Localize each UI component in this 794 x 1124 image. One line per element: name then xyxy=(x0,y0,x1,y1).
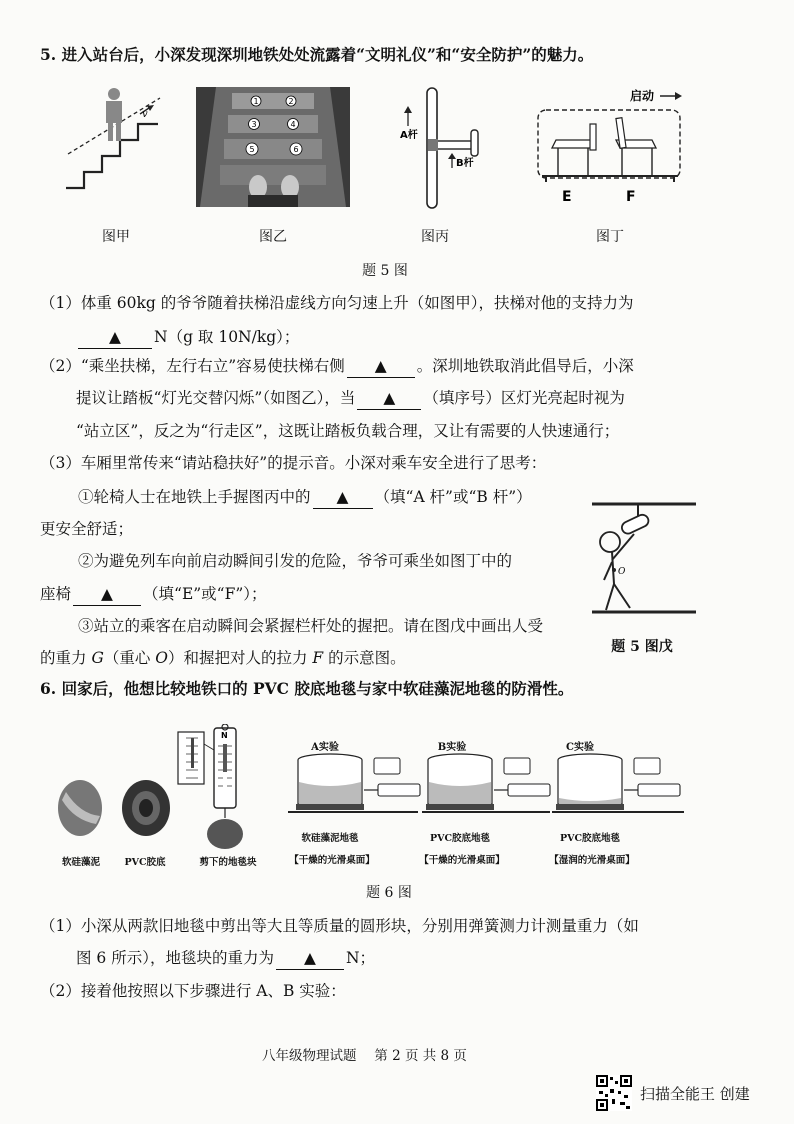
q5-p2-line2: 提议让踏板“灯光交替闪烁”（如图乙），当 ▲ （填序号）区灯光亮起时视为 xyxy=(76,387,625,410)
q5-p2-line1: （2）“乘坐扶梯，左行右立”容易使扶梯右侧 ▲ 。深圳地铁取消此倡导后，小深 xyxy=(40,355,634,378)
fig6-experiments xyxy=(288,750,688,824)
exp-a-label: A实验 xyxy=(311,742,339,753)
page-footer: 八年级物理试题 第 2 页 共 8 页 xyxy=(262,1048,467,1064)
q6-label-soft: 软硅藻泥 xyxy=(61,857,100,868)
fig-yi-num-3: 3 xyxy=(251,120,257,129)
q5-p1-line2: ▲ N（g 取 10N/kg）； xyxy=(76,326,299,349)
fig-jia-escalator xyxy=(62,84,174,196)
q6-label-pvc: PVC胶底 xyxy=(124,857,166,868)
q5-p3-line1: （3）车厢里常传来“请站稳扶好”的提示音。小深对乘车安全进行了思考： xyxy=(40,454,547,472)
q6-p2: （2）接着他按照以下步骤进行 A、B 实验： xyxy=(40,982,346,1000)
fig-ding-start: 启动 xyxy=(630,89,655,103)
fig-yi-num-6: 6 xyxy=(293,145,299,154)
exp-b-material: PVC胶底地毯 xyxy=(429,833,491,844)
q5-p1-line1: （1）体重 60kg 的爷爷随着扶梯沿虚线方向匀速上升（如图甲），扶梯对他的支持力为 xyxy=(40,294,634,312)
fig-bing-b-label: B杆 xyxy=(456,158,474,169)
fig-yi-num-1: 1 xyxy=(253,97,259,106)
exp-c-material: PVC胶底地毯 xyxy=(559,833,621,844)
scanner-brand: 扫描全能王 创建 xyxy=(640,1085,750,1103)
q5-p3-line7: 的重力 G（重心 O）和握把对人的拉力 F 的示意图。 xyxy=(40,649,406,667)
q5-p3-line5: 座椅 ▲ （填“E”或“F”）； xyxy=(40,583,267,606)
q5-fig-caption: 题 5 图 xyxy=(362,263,408,279)
fig-wu-person xyxy=(590,500,700,620)
q5-p3-line3: 更安全舒适； xyxy=(40,520,134,538)
fig-yi-label: 图乙 xyxy=(259,229,287,245)
exp-b-label: B实验 xyxy=(437,742,467,753)
q5-intro: 5. 进入站台后，小深发现深圳地铁处处流露着“文明礼仪”和“安全防护”的魅力。 xyxy=(40,45,594,64)
q5-blank-4[interactable]: ▲ xyxy=(313,486,373,509)
q5-blank-1[interactable]: ▲ xyxy=(78,326,152,349)
fig6-meter-n: N xyxy=(221,731,228,740)
fig6-spring-scale xyxy=(176,724,258,850)
q6-intro: 6. 回家后，他想比较地铁口的 PVC 胶底地毯与家中软硅藻泥地毯的防滑性。 xyxy=(40,679,574,698)
exp-a-material: 软硅藻泥地毯 xyxy=(301,833,359,844)
q5-p3-line2: ①轮椅人士在地铁上手握图丙中的 ▲ （填“A 杆”或“B 杆”） xyxy=(78,486,532,509)
q5-p3-line6: ③站立的乘客在启动瞬间会紧握栏杆处的握把。请在图戊中画出人受 xyxy=(78,617,544,635)
q5-p2-line3: “站立区”，反之为“行走区”，这既让踏板负载合理，又让有需要的人快速通行； xyxy=(76,422,620,440)
fig-yi-num-5: 5 xyxy=(249,145,255,154)
exp-b-condition: 【干燥的光滑桌面】 xyxy=(419,855,505,866)
fig-ding-label: 图丁 xyxy=(596,229,624,245)
fig-bing-label: 图丙 xyxy=(421,229,449,245)
qr-code-icon xyxy=(596,1075,632,1111)
fig-bing-a-label: A杆 xyxy=(400,130,418,141)
fig-jia-label: 图甲 xyxy=(102,229,130,245)
fig-wu-o-label: O xyxy=(618,567,626,577)
q5-blank-2[interactable]: ▲ xyxy=(347,355,415,378)
exp-c-label: C实验 xyxy=(566,742,594,753)
fig-yi-num-4: 4 xyxy=(290,120,296,129)
fig-wu-caption: 题 5 图戊 xyxy=(611,639,673,655)
q6-blank-1[interactable]: ▲ xyxy=(276,947,344,970)
exp-a-condition: 【干燥的光滑桌面】 xyxy=(289,855,375,866)
q6-p1-line2: 图 6 所示），地毯块的重力为 ▲ N； xyxy=(76,947,375,970)
exp-c-condition: 【湿润的光滑桌面】 xyxy=(549,855,635,866)
fig-jia-v: v xyxy=(142,109,148,120)
fig-yi-num-2: 2 xyxy=(288,97,294,106)
q5-blank-5[interactable]: ▲ xyxy=(73,583,141,606)
fig6-carpet-samples xyxy=(56,770,172,840)
fig-ding-seats xyxy=(528,84,688,208)
fig-yi-escalator-photo xyxy=(196,87,350,207)
q6-p1-line1: （1）小深从两款旧地毯中剪出等大且等质量的圆形块，分别用弹簧测力计测量重力（如 xyxy=(40,917,639,935)
fig-ding-f: F xyxy=(626,189,636,205)
q6-label-cut: 剪下的地毯块 xyxy=(199,857,257,868)
q5-p3-line4: ②为避免列车向前启动瞬间引发的危险，爷爷可乘坐如图丁中的 xyxy=(78,552,513,570)
q5-blank-3[interactable]: ▲ xyxy=(357,387,421,410)
q6-fig-caption: 题 6 图 xyxy=(366,885,412,901)
fig-ding-e: E xyxy=(562,189,572,205)
fig-bing-poles xyxy=(394,86,490,212)
